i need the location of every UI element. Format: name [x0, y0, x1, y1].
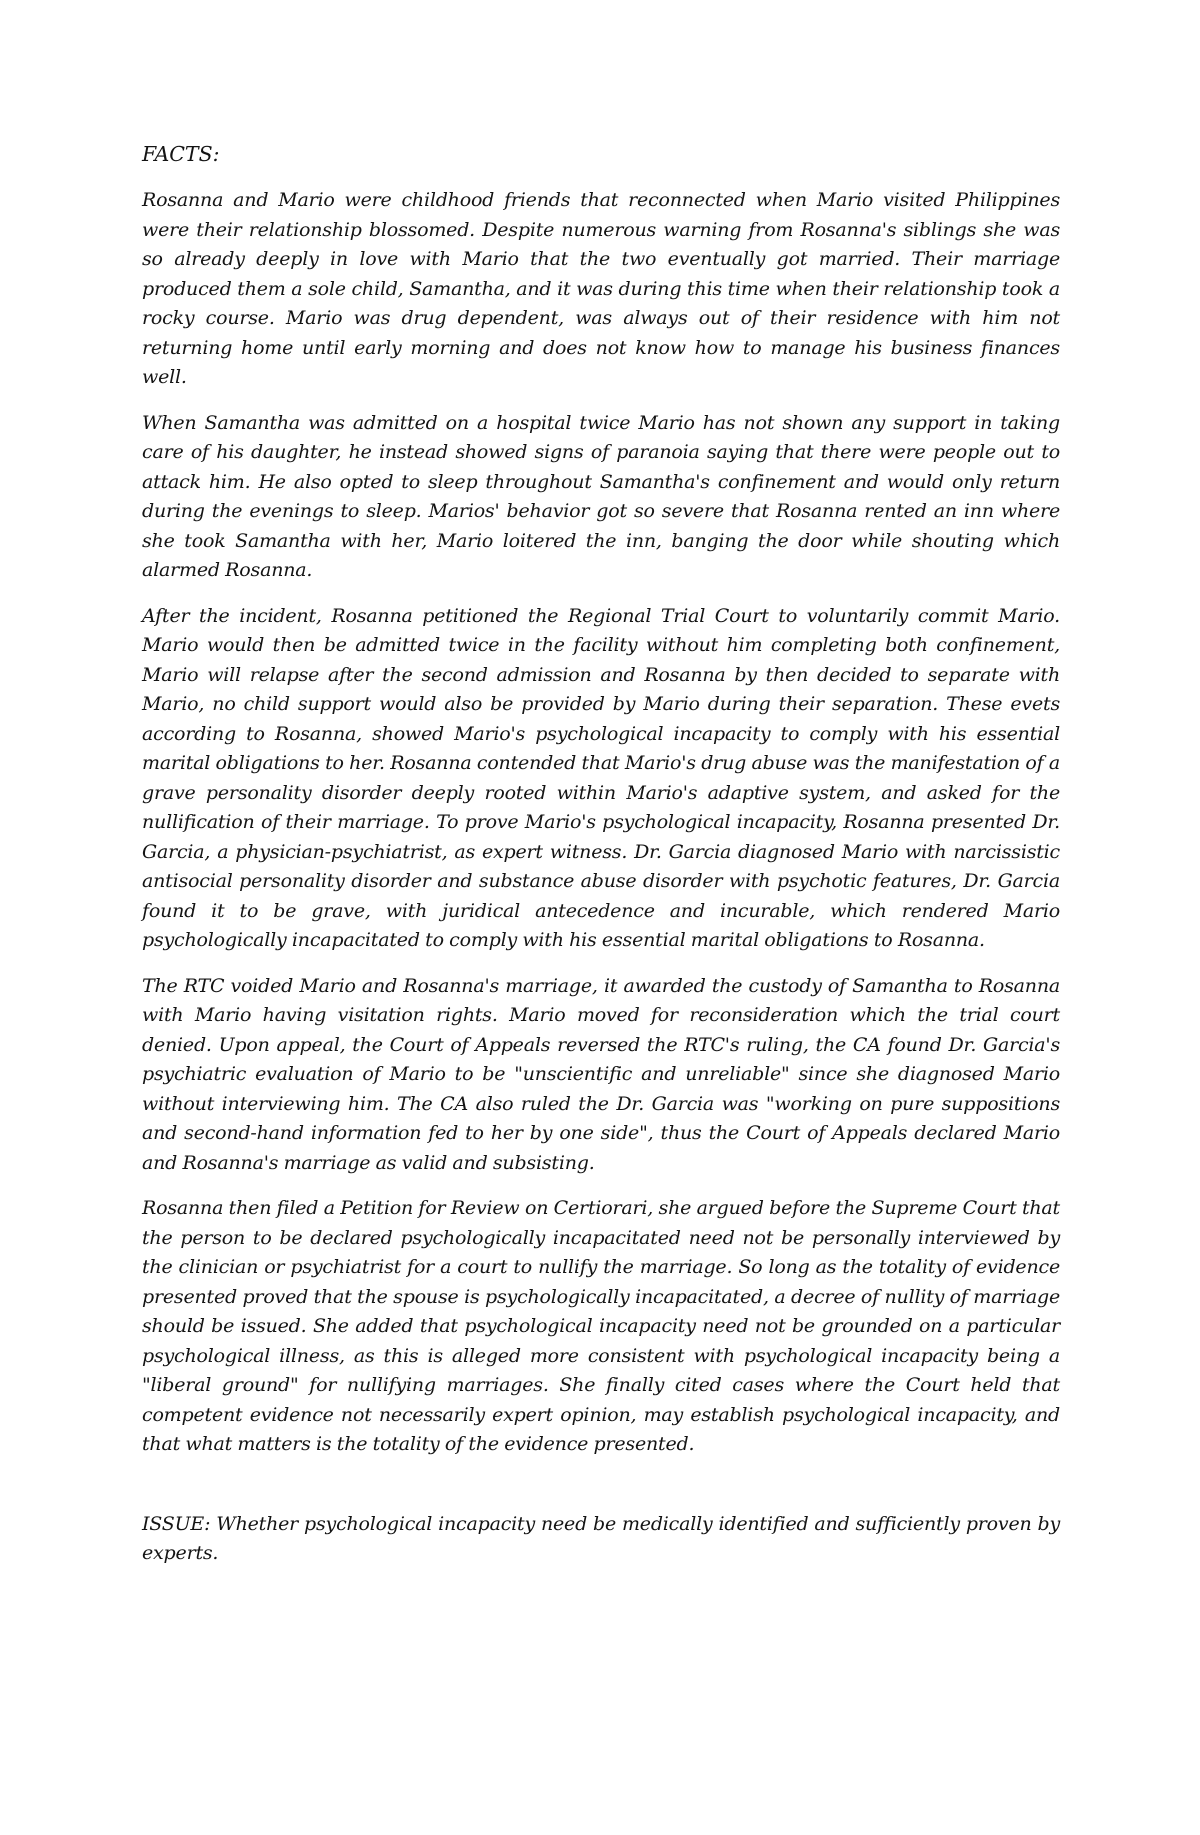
paragraph-hospital: When Samantha was admitted on a hospital twice Mario has not shown any support in taking care of his daughter, he instead showed signs of paranoia saying that there were people out to attack him. He also opted to sleep throughout Samantha's confinement and would only return during the evenings to sleep. Marios' behavior got so severe that Rosanna rented an inn where she took Samantha with her, Mario loitered the inn, banging the door while shouting which alarmed Rosanna.	[142, 411, 1060, 581]
paragraph-rtc-ruling: The RTC voided Mario and Rosanna's marriage, it awarded the custody of Samantha to Rosanna with Mario having visitation rights. Mario moved for reconsideration which the trial court denied. Upon appeal, the Court of Appeals reversed the RTC's ruling, the CA found Dr. Garcia's psychiatric evaluation of Mario to be "unscientific and unreliable" since she diagnosed Mario without interviewing him. The CA also ruled the Dr. Garcia was "working on pure suppositions and second-hand information fed to her by one side", thus the Court of Appeals declared Mario and Rosanna's marriage as valid and subsisting.	[142, 974, 1060, 1174]
paragraph-petition: After the incident, Rosanna petitioned the Regional Trial Court to voluntarily commit Mario. Mario would then be admitted twice in the facility without him completing both confinement, Mario will relapse after the second admission and Rosanna by then decided to separate with Mario, no child support would also be provided by Mario during their separation. These evets according to Rosanna, showed Mario's psychological incapacity to comply with his essential marital obligations to her. Rosanna contended that Mario's drug abuse was the manifestation of a grave personality disorder deeply rooted within Mario's adaptive system, and asked for the nullification of their marriage. To prove Mario's psychological incapacity, Rosanna presented Dr. Garcia, a physician-psychiatrist, as expert witness. Dr. Garcia diagnosed Mario with narcissistic antisocial personality disorder and substance abuse disorder with psychotic features, Dr. Garcia found it to be grave, with juridical antecedence and incurable, which rendered Mario psychologically incapacitated to comply with his essential marital obligations to Rosanna.	[142, 604, 1060, 951]
paragraph-background: Rosanna and Mario were childhood friends that reconnected when Mario visited Philippines were their relationship blossomed. Despite numerous warning from Rosanna's siblings she was so already deeply in love with Mario that the two eventually got married. Their marriage produced them a sole child, Samantha, and it was during this time when their relationship took a rocky course. Mario was drug dependent, was always out of their residence with him not returning home until early morning and does not know how to manage his business finances well.	[142, 189, 1060, 388]
issue-statement: ISSUE: Whether psychological incapacity need be medically identified and sufficiently proven by experts.	[142, 1512, 1060, 1564]
document-body	[142, 140, 1060, 1569]
facts-heading: FACTS:	[142, 142, 220, 166]
paragraph-certiorari: Rosanna then filed a Petition for Review on Certiorari, she argued before the Supreme Court that the person to be declared psychologically incapacitated need not be personally interviewed by the clinician or psychiatrist for a court to nullify the marriage. So long as the totality of evidence presented proved that the spouse is psychologically incapacitated, a decree of nullity of marriage should be issued. She added that psychological incapacity need not be grounded on a particular psychological illness, as this is alleged more consistent with psychological incapacity being a "liberal ground" for nullifying marriages. She finally cited cases where the Court held that competent evidence not necessarily expert opinion, may establish psychological incapacity, and that what matters is the totality of the evidence presented.	[142, 1197, 1060, 1455]
